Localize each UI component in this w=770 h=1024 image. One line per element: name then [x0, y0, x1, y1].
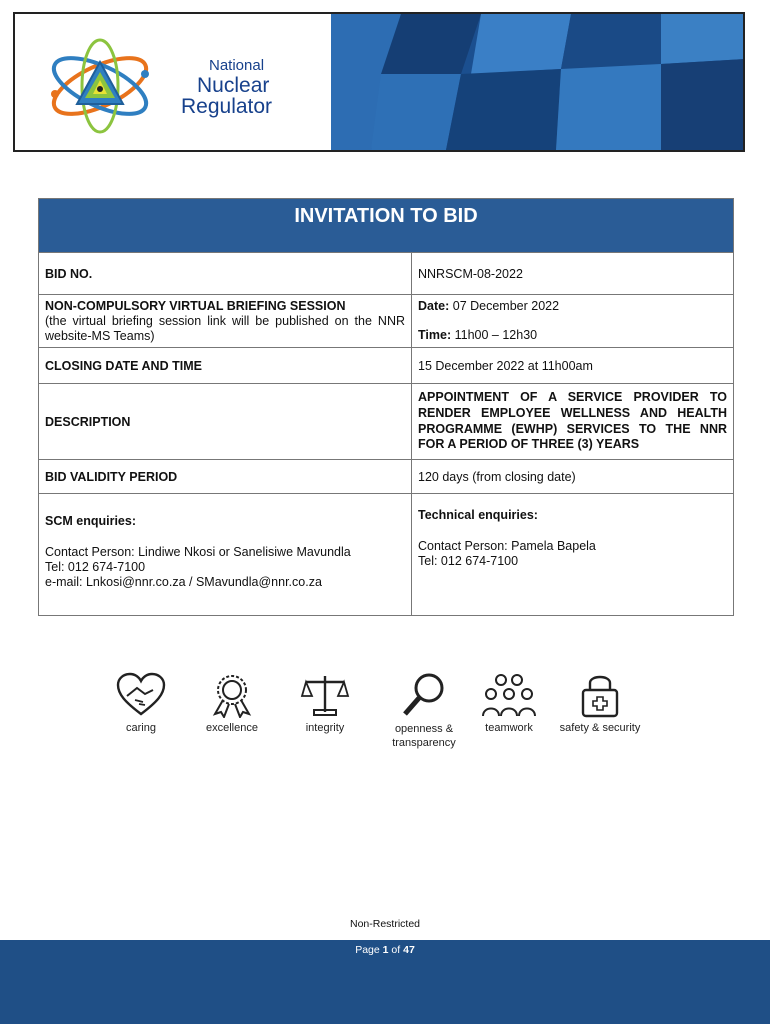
description-label: DESCRIPTION	[39, 384, 412, 460]
value-safety-label: safety & security	[559, 722, 641, 734]
closing-label: CLOSING DATE AND TIME	[39, 348, 412, 384]
scm-enquiries-heading: SCM enquiries:	[45, 514, 136, 528]
scm-contact: Contact Person: Lindiwe Nkosi or Sanelisiwe Mavundla	[45, 545, 351, 559]
value-caring-label: caring	[126, 722, 156, 734]
briefing-date-label: Date:	[418, 299, 450, 313]
magnifier-icon	[399, 672, 449, 718]
header-banner	[13, 12, 745, 152]
value-teamwork-label: teamwork	[485, 722, 533, 734]
briefing-value-cell	[412, 295, 734, 348]
page-of: of	[391, 944, 401, 956]
bid-no-value: NNRSCM-08-2022	[412, 253, 734, 295]
value-integrity-label: integrity	[305, 722, 345, 734]
description-value: APPOINTMENT OF A SERVICE PROVIDER TO RENDER EMPLOYEE WELLNESS AND HEALTH PROGRAMME (EWHP) SERVICES TO THE NNR FOR A PERIOD OF THREE (3) YEARS	[412, 384, 734, 460]
technical-enquiries-heading: Technical enquiries:	[418, 508, 538, 522]
value-safety	[550, 672, 650, 734]
enquiries-row	[39, 494, 734, 616]
technical-enquiries-cell	[412, 494, 734, 616]
page-current: 1	[382, 944, 389, 956]
values-row	[106, 672, 666, 762]
value-caring	[106, 672, 176, 734]
closing-row	[39, 348, 734, 384]
people-group-icon	[481, 672, 537, 718]
logo-wordmark	[181, 58, 272, 117]
table-title: INVITATION TO BID	[39, 199, 734, 253]
briefing-time	[418, 328, 727, 343]
logo-line-national: National	[209, 57, 265, 74]
value-integrity	[292, 672, 358, 734]
scm-enquiries-cell	[39, 494, 412, 616]
atom-logo-icon	[45, 34, 175, 134]
bid-info-table	[38, 198, 734, 616]
page-number	[0, 944, 770, 956]
technical-tel: Tel: 012 674-7100	[418, 554, 519, 568]
value-teamwork	[476, 672, 542, 734]
checkered-banner-graphic	[331, 14, 745, 150]
value-excellence-label: excellence	[206, 722, 258, 734]
briefing-row	[39, 295, 734, 348]
logo-line-regulator: Regulator	[181, 95, 273, 118]
heart-handshake-icon	[115, 672, 167, 718]
briefing-date	[418, 299, 727, 314]
padlock-cross-icon	[577, 672, 623, 718]
validity-label: BID VALIDITY PERIOD	[39, 460, 412, 494]
logo-line-nuclear: Nuclear	[197, 74, 270, 97]
bid-no-label: BID NO.	[39, 253, 412, 295]
value-openness	[382, 672, 466, 751]
closing-value: 15 December 2022 at 11h00am	[412, 348, 734, 384]
validity-row	[39, 460, 734, 494]
briefing-date-value: 07 December 2022	[452, 299, 560, 313]
briefing-time-value: 11h00 – 12h30	[454, 328, 538, 342]
briefing-label-cell	[39, 295, 412, 348]
value-excellence	[194, 672, 270, 734]
table-title-row	[39, 199, 734, 253]
award-rosette-icon	[207, 672, 257, 718]
bid-no-row	[39, 253, 734, 295]
briefing-label: NON-COMPULSORY VIRTUAL BRIEFING SESSION	[45, 299, 346, 313]
value-openness-label: openness & transparency	[392, 723, 456, 750]
description-row	[39, 384, 734, 460]
technical-contact: Contact Person: Pamela Bapela	[418, 539, 596, 553]
scm-tel: Tel: 012 674-7100	[45, 560, 146, 574]
classification-note: Non-Restricted	[349, 918, 421, 930]
page-prefix: Page	[355, 944, 380, 956]
briefing-time-label: Time:	[418, 328, 452, 342]
validity-value: 120 days (from closing date)	[412, 460, 734, 494]
scm-email: e-mail: Lnkosi@nnr.co.za / SMavundla@nnr.co.za	[45, 575, 322, 589]
scales-icon	[300, 672, 350, 718]
logo-area	[15, 14, 331, 150]
briefing-note: (the virtual briefing session link will be published on the NNR website-MS Teams)	[45, 314, 405, 343]
page-total: 47	[403, 944, 415, 956]
